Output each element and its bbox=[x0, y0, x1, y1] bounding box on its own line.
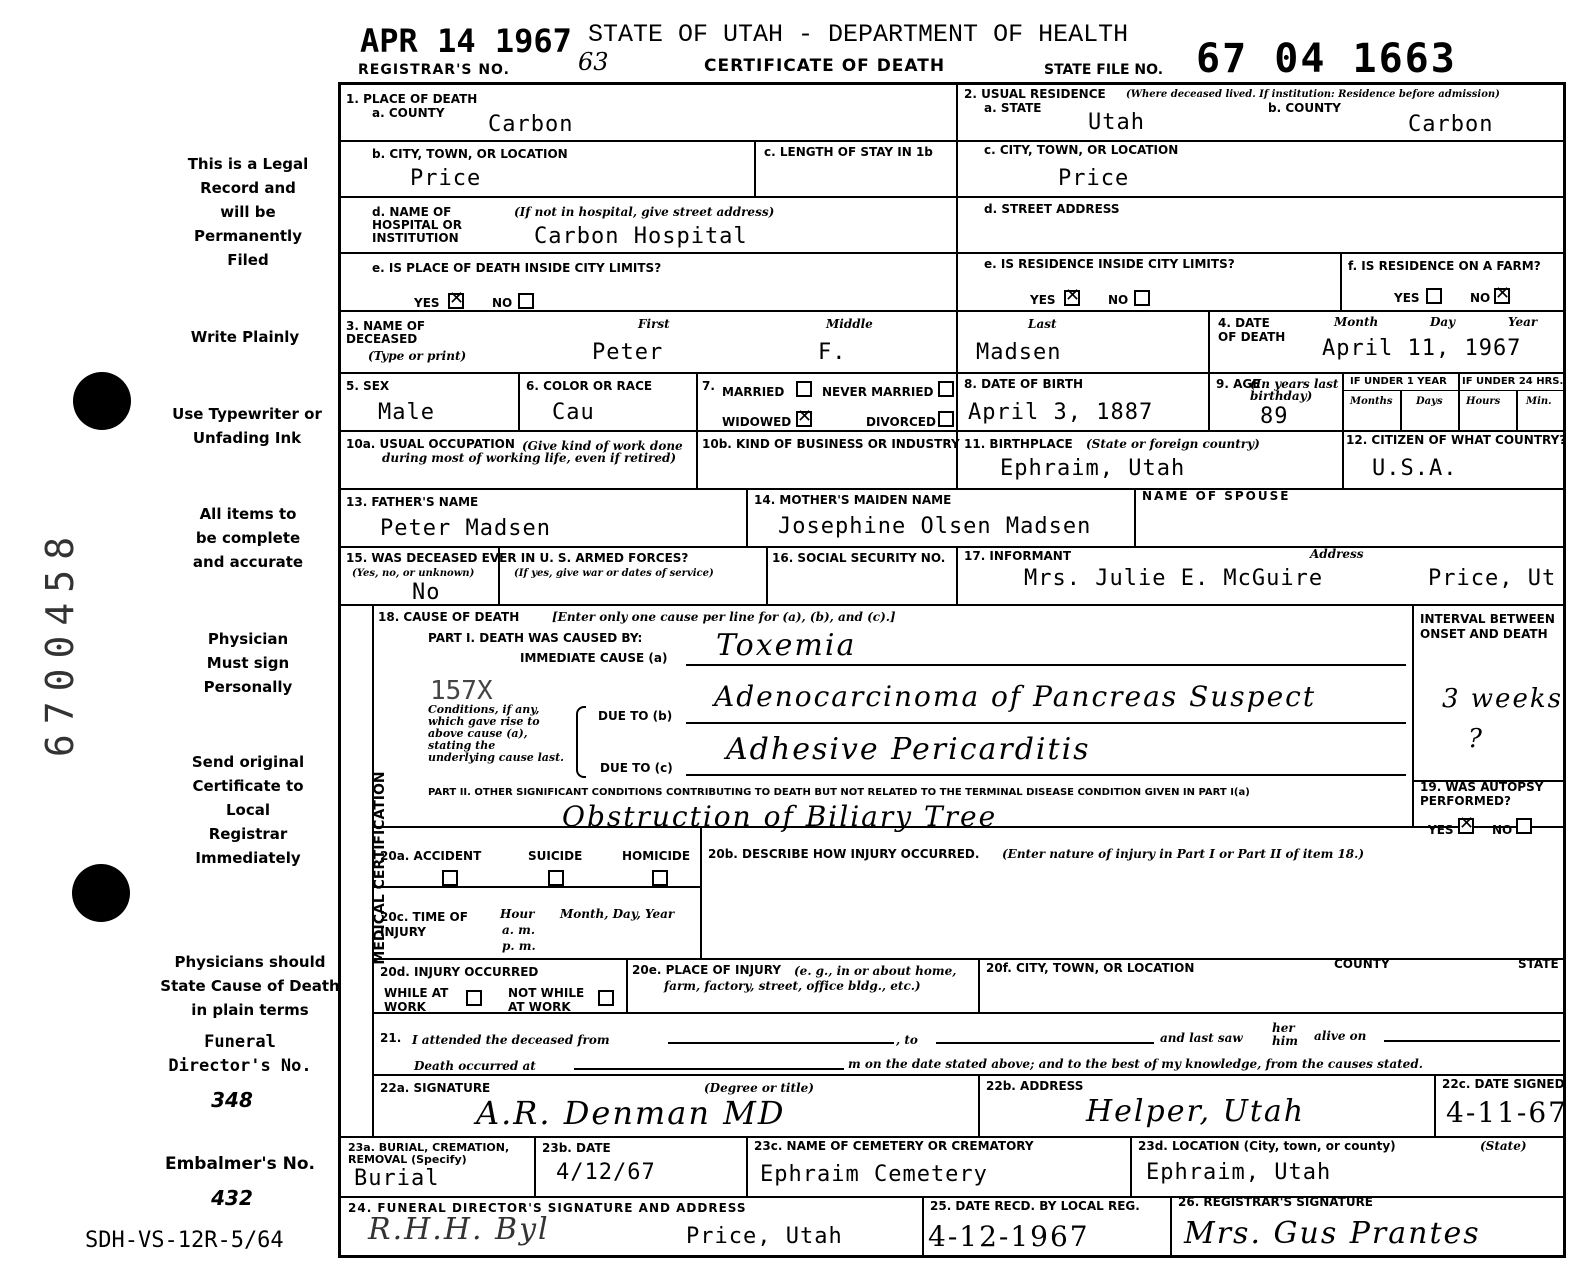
medical-certification-label: MEDICAL CERTIFICATION bbox=[372, 771, 388, 965]
funeral-director-no-label: Funeral Director's No. bbox=[168, 1032, 312, 1076]
label-age-note: (In years last birthday) bbox=[1250, 377, 1339, 403]
middle-name-value: F. bbox=[818, 340, 847, 365]
label-interval: INTERVAL BETWEEN ONSET AND DEATH bbox=[1420, 612, 1555, 641]
label-injury-county: COUNTY bbox=[1334, 957, 1390, 971]
label-armed-forces: 15. WAS DECEASED EVER IN U. S. ARMED FORCES? bbox=[346, 551, 689, 565]
physician-address-value: Helper, Utah bbox=[1086, 1094, 1306, 1129]
registrar-no-label: REGISTRAR'S NO. bbox=[358, 62, 510, 78]
checkbox-farm-yes[interactable] bbox=[1426, 288, 1442, 304]
label-name-of-deceased: 3. NAME OF DECEASED bbox=[346, 319, 426, 346]
label-occupation-note: (Give kind of work done during most of working life, even if retired) bbox=[382, 439, 683, 465]
label-yes-res: YES bbox=[1030, 293, 1056, 307]
label-year: Year bbox=[1508, 315, 1538, 329]
funeral-director-signature: R.H.H. Byl bbox=[368, 1212, 550, 1247]
label-residence-inside-city: e. IS RESIDENCE INSIDE CITY LIMITS? bbox=[984, 257, 1235, 271]
label-length-of-stay: c. LENGTH OF STAY IN 1b bbox=[764, 145, 933, 159]
checkbox-while-at-work[interactable] bbox=[466, 990, 482, 1006]
label-accident: 20a. ACCIDENT bbox=[380, 849, 482, 863]
label-describe-injury-note: (Enter nature of injury in Part I or Part II of item 18.) bbox=[1002, 847, 1365, 861]
label-min: Min. bbox=[1526, 396, 1552, 407]
label-day: Day bbox=[1430, 315, 1456, 329]
father-value: Peter Madsen bbox=[380, 516, 551, 541]
label-degree: (Degree or title) bbox=[704, 1081, 814, 1095]
label-month-day-year: Month, Day, Year bbox=[560, 907, 675, 921]
label-due-to-c: DUE TO (c) bbox=[600, 761, 673, 775]
label-age: 9. AGE bbox=[1216, 377, 1261, 391]
label-divorced: DIVORCED bbox=[866, 415, 936, 429]
sex-value: Male bbox=[378, 400, 435, 425]
label-part-one: PART I. DEATH WAS CAUSED BY: bbox=[428, 631, 643, 645]
sidebar-complete: All items to be complete and accurate bbox=[192, 505, 304, 571]
label-yes-death: YES bbox=[414, 296, 440, 310]
label-cemetery: 23c. NAME OF CEMETERY OR CREMATORY bbox=[754, 1139, 1034, 1153]
label-usual-occupation: 10a. USUAL OCCUPATION bbox=[346, 437, 515, 451]
label-last: Last bbox=[1028, 317, 1057, 331]
label-injury-occurred: 20d. INJURY OCCURRED bbox=[380, 965, 539, 979]
death-city-value: Price bbox=[410, 166, 482, 191]
label-part-two: PART II. OTHER SIGNIFICANT CONDITIONS CONTRIBUTING TO DEATH BUT NOT RELATED TO THE TERMINAL DISEASE CONDITION GIVEN IN PART I(a) bbox=[428, 787, 1250, 798]
cause-b-value: Adenocarcinoma of Pancreas Suspect bbox=[714, 680, 1317, 713]
registrar-no-value: 63 bbox=[578, 48, 609, 76]
label-date-of-birth: 8. DATE OF BIRTH bbox=[964, 377, 1084, 391]
label-am: a. m. bbox=[502, 923, 536, 937]
certificate-title: CERTIFICATE OF DEATH bbox=[704, 56, 946, 76]
label-armed-note-1: (Yes, no, or unknown) bbox=[352, 568, 475, 579]
sidebar-plain-terms: Physicians should State Cause of Death in plain terms bbox=[160, 953, 340, 1019]
label-race: 6. COLOR OR RACE bbox=[526, 379, 653, 393]
funeral-director-no-value: 348 bbox=[211, 1088, 253, 1112]
sidebar-write-plainly: Write Plainly bbox=[190, 328, 300, 346]
label-hospital-note: (If not in hospital, give street address) bbox=[514, 205, 775, 219]
cause-a-value: Toxemia bbox=[716, 628, 857, 663]
checkbox-death-inside-city-yes[interactable] bbox=[448, 293, 464, 309]
label-sex: 5. SEX bbox=[346, 379, 390, 393]
label-registrar-signature: 26. REGISTRAR'S SIGNATURE bbox=[1178, 1195, 1373, 1209]
label-burial-state: (State) bbox=[1480, 1139, 1527, 1153]
punch-hole-top bbox=[73, 372, 131, 430]
label-cause-of-death: 18. CAUSE OF DEATH bbox=[378, 610, 520, 624]
embalmer-no-label: Embalmer's No. bbox=[164, 1154, 316, 1174]
mother-value: Josephine Olsen Madsen bbox=[778, 514, 1092, 539]
armed-forces-value: No bbox=[412, 580, 441, 605]
birthplace-value: Ephraim, Utah bbox=[1000, 456, 1186, 481]
label-social-security: 16. SOCIAL SECURITY NO. bbox=[772, 551, 946, 565]
label-type-or-print: (Type or print) bbox=[368, 349, 467, 363]
state-file-label: STATE FILE NO. bbox=[1044, 62, 1164, 78]
label-death-occurred-at: Death occurred at bbox=[414, 1059, 536, 1073]
label-farm: f. IS RESIDENCE ON A FARM? bbox=[1348, 259, 1541, 273]
date-received-value: 4-12-1967 bbox=[928, 1220, 1090, 1253]
label-place-of-death: 1. PLACE OF DEATH bbox=[346, 92, 478, 106]
label-burial-location: 23d. LOCATION (City, town, or county) bbox=[1138, 1139, 1396, 1153]
physician-signature: A.R. Denman MD bbox=[476, 1094, 786, 1132]
first-name-value: Peter bbox=[592, 340, 664, 365]
label-residence-note: (Where deceased lived. If institution: Residence before admission) bbox=[1126, 89, 1500, 100]
label-place-of-injury: 20e. PLACE OF INJURY bbox=[632, 963, 782, 977]
label-death-county: a. COUNTY bbox=[372, 106, 445, 120]
label-birthplace: 11. BIRTHPLACE bbox=[964, 437, 1073, 451]
checkbox-farm-no[interactable] bbox=[1494, 288, 1510, 304]
label-physician-address: 22b. ADDRESS bbox=[986, 1079, 1084, 1093]
residence-city-value: Price bbox=[1058, 166, 1130, 191]
label-no-autopsy: NO bbox=[1492, 823, 1513, 837]
checkbox-divorced[interactable] bbox=[938, 411, 954, 427]
label-widowed: WIDOWED bbox=[722, 415, 792, 429]
checkbox-never-married[interactable] bbox=[938, 381, 954, 397]
label-under-one-year: IF UNDER 1 YEAR bbox=[1350, 376, 1447, 387]
label-fathers-name: 13. FATHER'S NAME bbox=[346, 495, 479, 509]
label-months: Months bbox=[1350, 396, 1393, 407]
label-time-of-injury: 20c. TIME OF INJURY bbox=[380, 910, 468, 939]
race-value: Cau bbox=[552, 400, 595, 425]
birth-date-value: April 3, 1887 bbox=[968, 400, 1154, 425]
label-informant-address: Address bbox=[1310, 547, 1364, 561]
funeral-director-address: Price, Utah bbox=[686, 1224, 843, 1249]
label-hours: Hours bbox=[1466, 396, 1501, 407]
label-not-while-at-work: NOT WHILE AT WORK bbox=[508, 986, 585, 1014]
residence-state-value: Utah bbox=[1088, 110, 1145, 135]
death-date-value: April 11, 1967 bbox=[1322, 336, 1522, 361]
checkbox-residence-inside-city-no[interactable] bbox=[1134, 290, 1150, 306]
label-residence-city: c. CITY, TOWN, OR LOCATION bbox=[984, 143, 1179, 157]
cause-code: 157X bbox=[430, 676, 493, 706]
label-informant: 17. INFORMANT bbox=[964, 549, 1072, 563]
label-suicide: SUICIDE bbox=[528, 849, 583, 863]
label-conditions-note: Conditions, if any, which gave rise to above cause (a), stating the underlying cause last. bbox=[428, 703, 565, 764]
death-county-value: Carbon bbox=[488, 112, 574, 137]
stamp-date: APR 14 1967 bbox=[360, 22, 572, 60]
sidebar-legal-note: This is a Legal Record and will be Permanently Filed bbox=[187, 155, 309, 269]
last-name-value: Madsen bbox=[976, 340, 1062, 365]
label-yes-autopsy: YES bbox=[1428, 823, 1454, 837]
label-burial-date: 23b. DATE bbox=[542, 1141, 611, 1155]
label-to: , to bbox=[896, 1033, 918, 1047]
interval-b-value: 3 weeks bbox=[1442, 684, 1563, 714]
conditions-bracket bbox=[576, 706, 586, 778]
hospital-value: Carbon Hospital bbox=[534, 224, 748, 249]
label-burial: 23a. BURIAL, CREMATION, REMOVAL (Specify) bbox=[348, 1141, 510, 1166]
sidebar-physician: Physician Must sign Personally bbox=[203, 630, 293, 696]
label-never-married: NEVER MARRIED bbox=[822, 385, 934, 399]
label-hour: Hour bbox=[500, 907, 535, 921]
label-under-24-hours: IF UNDER 24 HRS. bbox=[1462, 376, 1564, 387]
label-due-to-b: DUE TO (b) bbox=[598, 709, 673, 723]
label-pm: p. m. bbox=[502, 939, 536, 953]
label-death-inside-city: e. IS PLACE OF DEATH INSIDE CITY LIMITS? bbox=[372, 261, 662, 275]
label-days: Days bbox=[1416, 396, 1443, 407]
label-armed-note-2: (If yes, give war or dates of service) bbox=[514, 568, 714, 579]
label-street-address: d. STREET ADDRESS bbox=[984, 202, 1120, 216]
label-first: First bbox=[638, 317, 670, 331]
label-place-of-injury-note: (e. g., in or about home, farm, factory, street, office bldg., etc.) bbox=[664, 964, 957, 993]
checkbox-autopsy-yes[interactable] bbox=[1458, 818, 1474, 834]
label-middle: Middle bbox=[826, 317, 873, 331]
label-death-city: b. CITY, TOWN, OR LOCATION bbox=[372, 147, 568, 161]
label-m-on-date: m on the date stated above; and to the best of my knowledge, from the causes stated. bbox=[848, 1057, 1423, 1071]
label-married: MARRIED bbox=[722, 385, 785, 399]
checkbox-autopsy-no[interactable] bbox=[1516, 818, 1532, 834]
punch-hole-bottom bbox=[72, 864, 130, 922]
sidebar-typewriter: Use Typewriter or Unfading Ink bbox=[172, 405, 322, 447]
date-signed-value: 4-11-67 bbox=[1446, 1096, 1568, 1129]
label-birthplace-note: (State or foreign country) bbox=[1086, 437, 1260, 451]
state-title: STATE OF UTAH - DEPARTMENT OF HEALTH bbox=[588, 20, 1129, 49]
checkbox-widowed[interactable] bbox=[796, 411, 812, 427]
citizen-value: U.S.A. bbox=[1372, 456, 1458, 481]
label-no-farm: NO bbox=[1470, 291, 1491, 305]
checkbox-residence-inside-city-yes[interactable] bbox=[1064, 290, 1080, 306]
interval-c-value: ? bbox=[1468, 724, 1484, 754]
label-funeral-director: 24. FUNERAL DIRECTOR'S SIGNATURE AND ADDRESS bbox=[348, 1201, 747, 1215]
label-homicide: HOMICIDE bbox=[622, 849, 691, 863]
registrar-signature: Mrs. Gus Prantes bbox=[1184, 1216, 1481, 1251]
checkbox-death-inside-city-no[interactable] bbox=[518, 293, 534, 309]
label-describe-injury: 20b. DESCRIBE HOW INJURY OCCURRED. bbox=[708, 847, 980, 861]
label-autopsy: 19. WAS AUTOPSY PERFORMED? bbox=[1420, 780, 1544, 808]
label-cause-note: [Enter only one cause per line for (a), (b), and (c).] bbox=[552, 610, 896, 624]
label-signature: 22a. SIGNATURE bbox=[380, 1081, 491, 1095]
checkbox-suicide[interactable] bbox=[548, 870, 564, 886]
burial-date-value: 4/12/67 bbox=[556, 1160, 656, 1185]
state-file-value: 67 04 1663 bbox=[1196, 36, 1457, 82]
label-yes-farm: YES bbox=[1394, 291, 1420, 305]
label-no-death: NO bbox=[492, 296, 513, 310]
part-two-value: Obstruction of Biliary Tree bbox=[562, 800, 998, 833]
checkbox-not-while-at-work[interactable] bbox=[598, 990, 614, 1006]
label-date-signed: 22c. DATE SIGNED bbox=[1442, 1077, 1565, 1091]
label-her-him: her him bbox=[1272, 1021, 1298, 1048]
label-while-at-work: WHILE AT WORK bbox=[384, 986, 449, 1014]
label-injury-state: STATE bbox=[1518, 957, 1559, 971]
label-immediate-cause: IMMEDIATE CAUSE (a) bbox=[520, 651, 668, 665]
checkbox-married[interactable] bbox=[796, 381, 812, 397]
label-date-of-death: 4. DATE OF DEATH bbox=[1218, 316, 1286, 344]
informant-address-value: Price, Ut bbox=[1428, 566, 1557, 591]
label-alive-on: alive on bbox=[1314, 1029, 1367, 1043]
cause-c-value: Adhesive Pericarditis bbox=[726, 732, 1091, 767]
label-spouse: NAME OF SPOUSE bbox=[1142, 489, 1291, 503]
label-mothers-name: 14. MOTHER'S MAIDEN NAME bbox=[754, 493, 952, 507]
label-last-saw: and last saw bbox=[1160, 1031, 1243, 1045]
burial-location-value: Ephraim, Utah bbox=[1146, 1160, 1332, 1185]
label-usual-residence: 2. USUAL RESIDENCE bbox=[964, 87, 1106, 101]
cemetery-value: Ephraim Cemetery bbox=[760, 1162, 988, 1187]
burial-value: Burial bbox=[354, 1166, 440, 1191]
label-seven: 7. bbox=[702, 379, 715, 393]
vertical-serial-number: 6700458 bbox=[38, 526, 83, 758]
label-hospital: d. NAME OF HOSPITAL OR INSTITUTION bbox=[372, 205, 462, 245]
label-injury-city: 20f. CITY, TOWN, OR LOCATION bbox=[986, 961, 1195, 975]
sidebar-send: Send original Certificate to Local Registrar Immediately bbox=[191, 753, 305, 867]
label-month: Month bbox=[1334, 315, 1379, 329]
label-twenty-one: 21. bbox=[380, 1031, 402, 1045]
checkbox-homicide[interactable] bbox=[652, 870, 668, 886]
label-date-received: 25. DATE RECD. BY LOCAL REG. bbox=[930, 1199, 1140, 1213]
checkbox-accident[interactable] bbox=[442, 870, 458, 886]
form-number: SDH-VS-12R-5/64 bbox=[85, 1228, 284, 1253]
label-business-industry: 10b. KIND OF BUSINESS OR INDUSTRY bbox=[702, 437, 960, 451]
label-attended-from: I attended the deceased from bbox=[412, 1033, 610, 1047]
label-residence-state: a. STATE bbox=[984, 101, 1042, 115]
label-residence-county: b. COUNTY bbox=[1268, 101, 1341, 115]
residence-county-value: Carbon bbox=[1408, 112, 1494, 137]
informant-value: Mrs. Julie E. McGuire bbox=[1024, 566, 1324, 591]
label-citizen: 12. CITIZEN OF WHAT COUNTRY? bbox=[1346, 433, 1567, 447]
age-value: 89 bbox=[1260, 404, 1289, 429]
embalmer-no-value: 432 bbox=[211, 1186, 253, 1210]
label-no-res: NO bbox=[1108, 293, 1129, 307]
